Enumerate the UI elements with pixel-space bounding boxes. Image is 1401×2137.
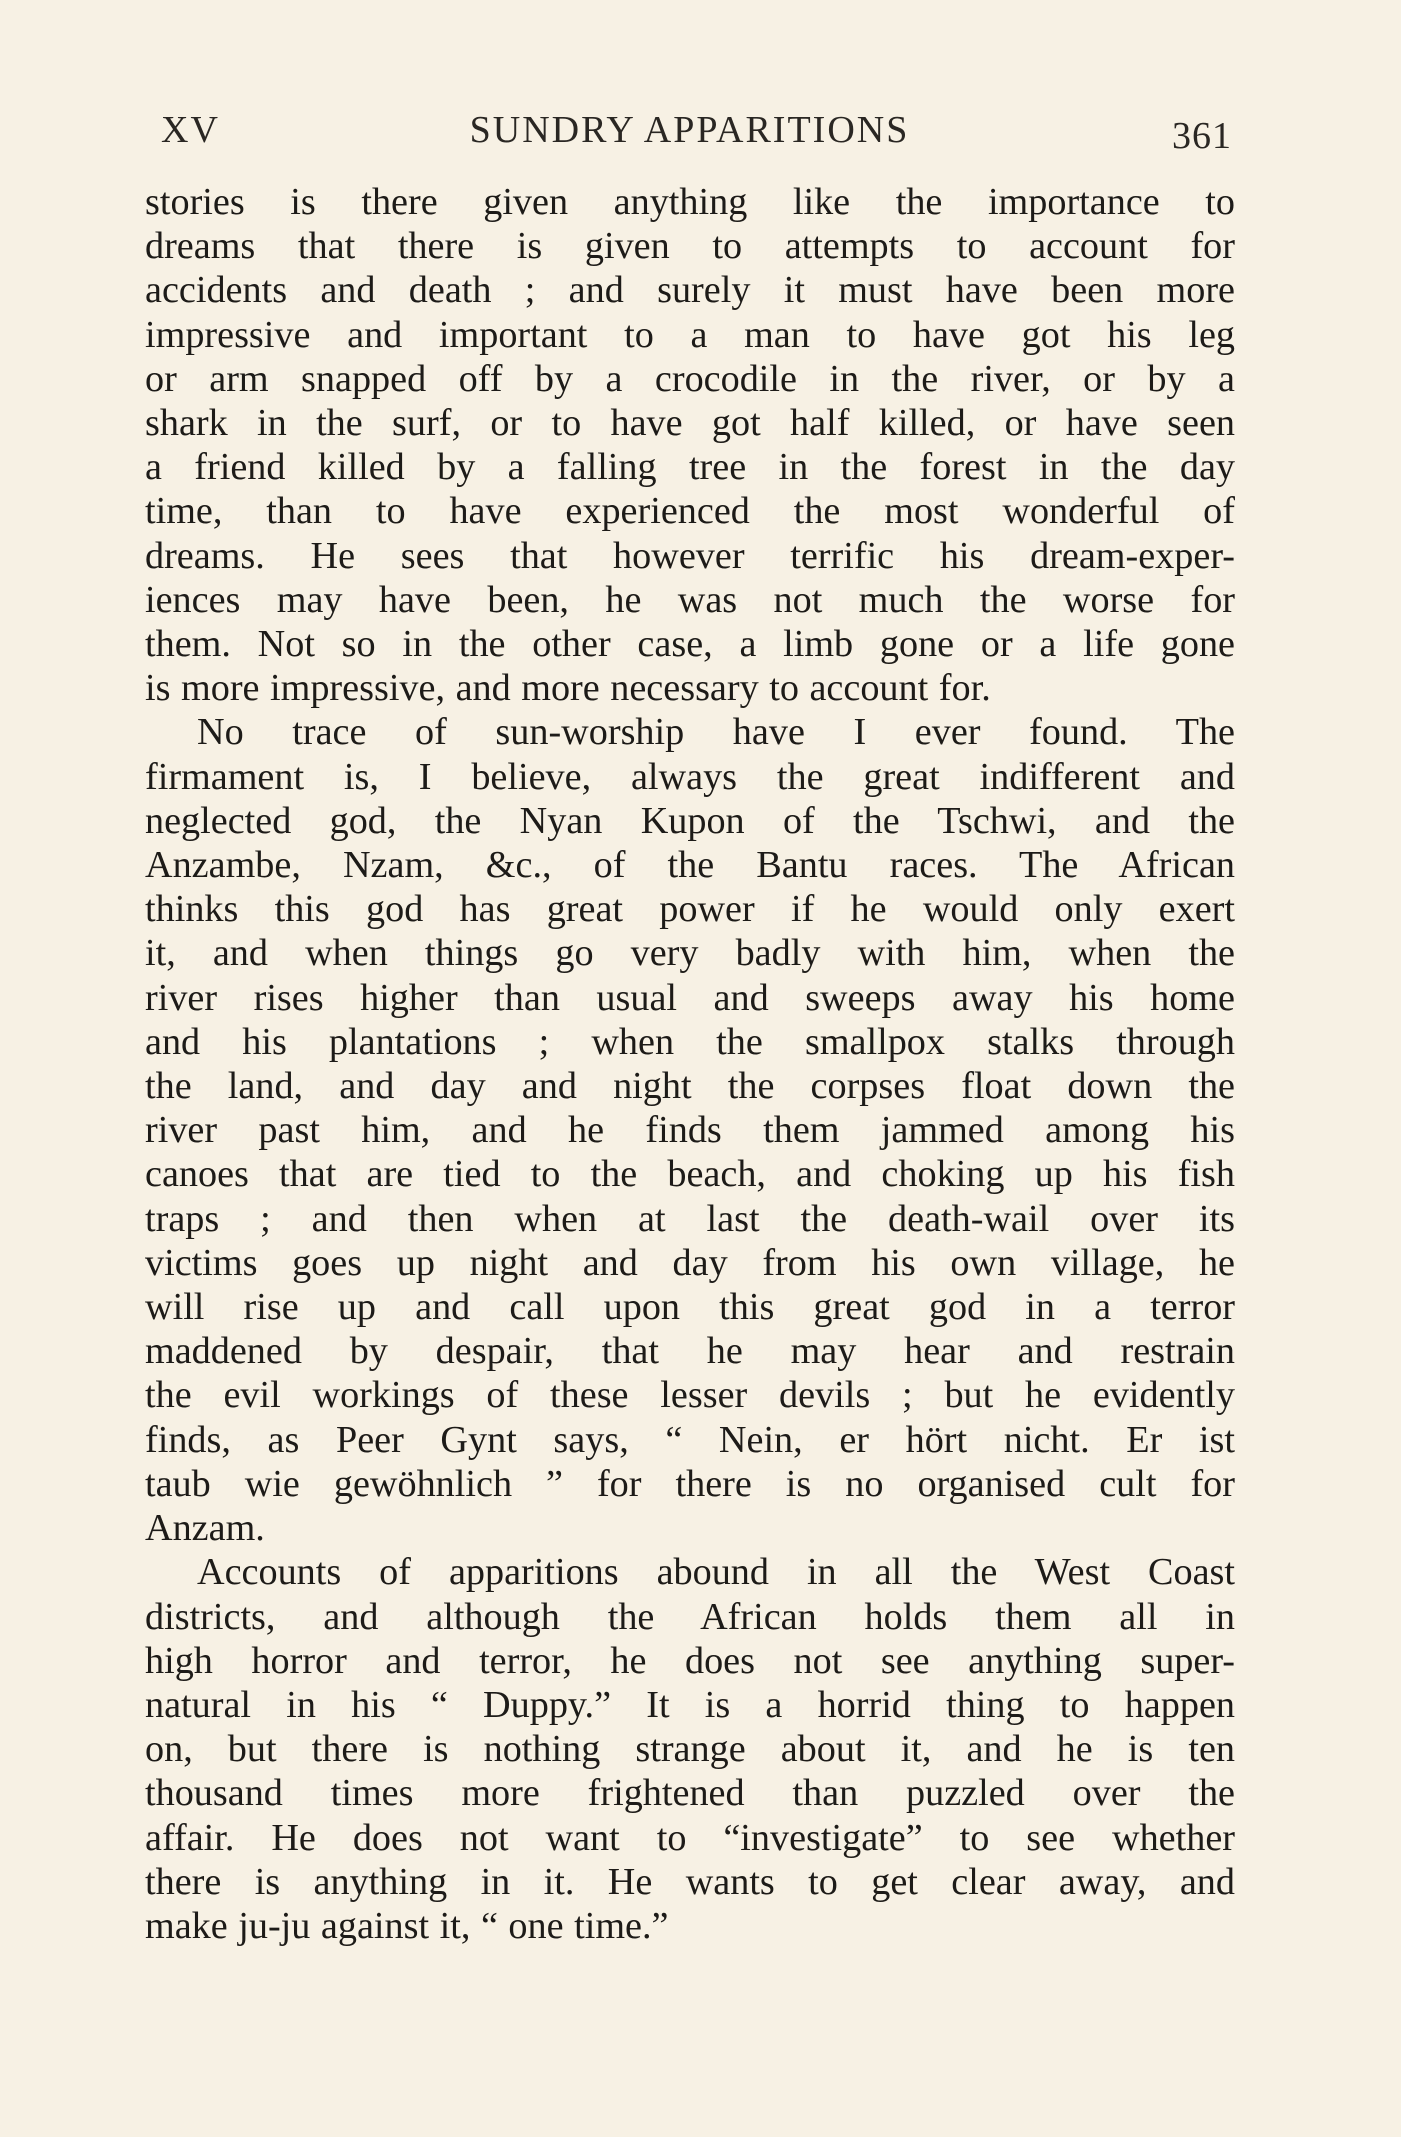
- text-line: time, than to have experienced the most wonderful of: [145, 490, 1235, 533]
- text-line: iences may have been, he was not much the worse for: [145, 578, 1235, 621]
- text-line: affair. He does not want to “investigate” to see whether: [145, 1816, 1235, 1859]
- text-line: and his plantations ; when the smallpox stalks through: [145, 1020, 1235, 1063]
- text-line: taub wie gewöhnlich ” for there is no organised cult for: [145, 1462, 1235, 1505]
- text-line: No trace of sun-worship have I ever found. The: [197, 711, 1235, 754]
- text-line: thinks this god has great power if he would only exert: [145, 888, 1235, 931]
- paragraph: [145, 1550, 1235, 1948]
- text-line: canoes that are tied to the beach, and choking up his fish: [145, 1153, 1235, 1196]
- text-line: or arm snapped off by a crocodile in the river, or by a: [145, 357, 1235, 400]
- paragraph: [145, 710, 1235, 1550]
- text-line: Anzam.: [145, 1507, 265, 1550]
- text-line: river past him, and he finds them jammed among his: [145, 1109, 1235, 1152]
- text-line: there is anything in it. He wants to get clear away, and: [145, 1860, 1235, 1903]
- text-line: on, but there is nothing strange about it, and he is ten: [145, 1728, 1235, 1771]
- text-line: Anzambe, Nzam, &c., of the Bantu races. The African: [145, 844, 1235, 887]
- text-line: dreams that there is given to attempts to account for: [145, 225, 1235, 268]
- text-line: districts, and although the African holds them all in: [145, 1595, 1235, 1638]
- text-line: them. Not so in the other case, a limb gone or a life gone: [145, 623, 1235, 666]
- page-number: 361: [1172, 115, 1232, 157]
- body-text: [145, 180, 1235, 1948]
- chapter-title: SUNDRY APPARITIONS: [469, 109, 910, 151]
- paragraph: [145, 180, 1235, 710]
- text-line: neglected god, the Nyan Kupon of the Tschwi, and the: [145, 799, 1235, 842]
- text-line: maddened by despair, that he may hear and restrain: [145, 1330, 1235, 1373]
- text-line: traps ; and then when at last the death-wail over its: [145, 1197, 1235, 1240]
- text-line: make ju-ju against it, “ one time.”: [145, 1904, 669, 1947]
- text-line: thousand times more frightened than puzzled over the: [145, 1772, 1235, 1815]
- text-line: finds, as Peer Gynt says, “ Nein, er hört nicht. Er ist: [145, 1418, 1235, 1461]
- text-line: dreams. He sees that however terrific his dream-exper-: [145, 534, 1235, 577]
- text-line: a friend killed by a falling tree in the forest in the day: [145, 446, 1235, 489]
- text-line: the evil workings of these lesser devils ; but he evidently: [145, 1374, 1235, 1417]
- text-line: will rise up and call upon this great god in a terror: [145, 1286, 1235, 1329]
- text-line: firmament is, I believe, always the great indifferent and: [145, 755, 1235, 798]
- chapter-number: XV: [161, 109, 220, 151]
- text-line: stories is there given anything like the importance to: [145, 181, 1235, 223]
- text-line: impressive and important to a man to have got his leg: [145, 313, 1235, 356]
- text-line: river rises higher than usual and sweeps away his home: [145, 976, 1235, 1019]
- text-line: high horror and terror, he does not see anything super-: [145, 1639, 1235, 1682]
- text-line: natural in his “ Duppy.” It is a horrid thing to happen: [145, 1683, 1235, 1726]
- text-line: it, and when things go very badly with him, when the: [145, 932, 1235, 975]
- text-line: victims goes up night and day from his own village, he: [145, 1241, 1235, 1284]
- text-line: the land, and day and night the corpses float down the: [145, 1065, 1235, 1108]
- text-line: is more impressive, and more necessary to account for.: [145, 667, 991, 710]
- text-line: accidents and death ; and surely it must have been more: [145, 269, 1235, 312]
- text-line: shark in the surf, or to have got half killed, or have seen: [145, 402, 1235, 445]
- text-line: Accounts of apparitions abound in all the West Coast: [197, 1551, 1235, 1594]
- running-head: [147, 108, 1232, 158]
